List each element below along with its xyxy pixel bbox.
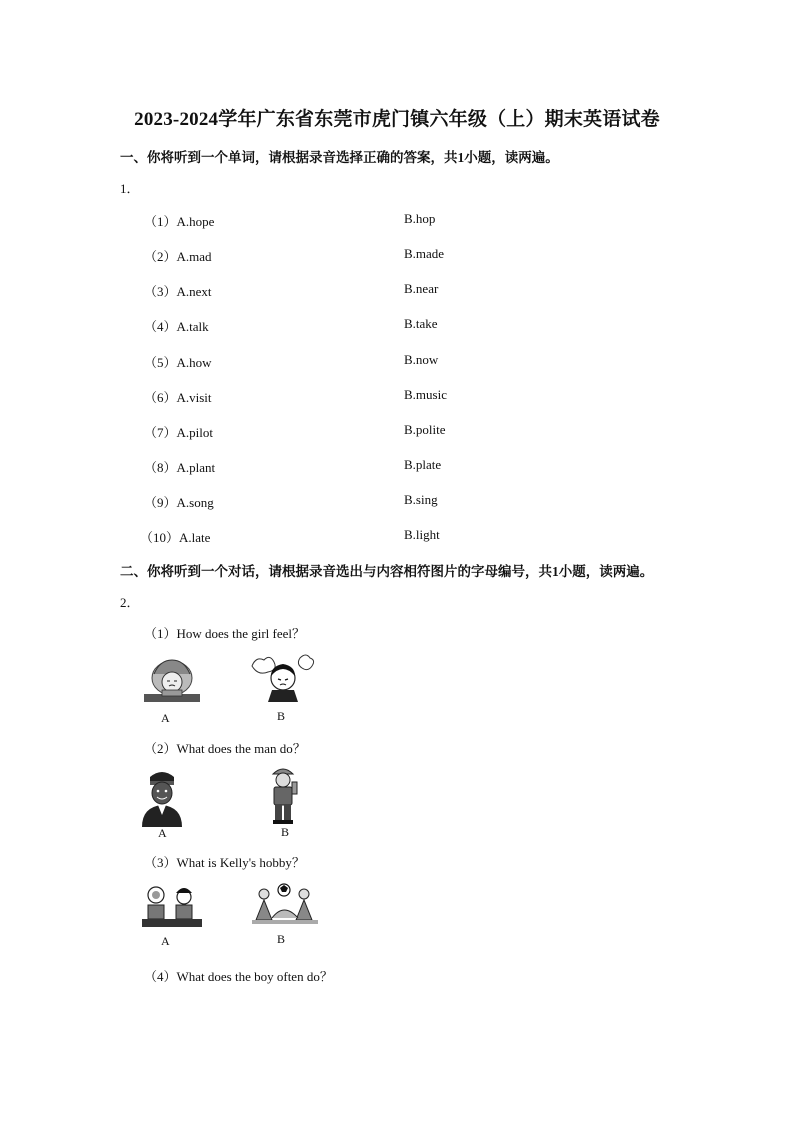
option-row [144, 492, 644, 510]
option-row [144, 211, 644, 229]
option-a: （3）A.next [144, 284, 212, 299]
option-a: （10）A.late [140, 530, 211, 545]
sub-question: （1）How does the girl feel？ [144, 626, 306, 641]
page-title: 2023-2024学年广东省东莞市虎门镇六年级（上）期末英语试卷 [134, 109, 660, 130]
option-b: B.take [404, 316, 438, 331]
question-2-number: 2． [120, 595, 140, 610]
kids-playing-football-image [250, 880, 320, 926]
angry-girl-image [250, 652, 318, 702]
sub-question: （2）What does the man do？ [144, 741, 306, 756]
option-b: B.now [404, 352, 439, 367]
option-row [144, 457, 644, 475]
option-b: B.hop [404, 211, 436, 226]
option-b: B.plate [404, 457, 442, 472]
picture-label-b: B [281, 825, 290, 839]
picture-option-b [265, 764, 301, 826]
picture-option-b [250, 652, 318, 702]
option-row [144, 316, 644, 334]
option-row [144, 246, 644, 264]
option-b: B.light [404, 527, 440, 542]
option-row [144, 352, 644, 370]
picture-option-b [250, 880, 320, 926]
option-row [144, 387, 644, 405]
option-a: （6）A.visit [144, 390, 212, 405]
worker-image [265, 764, 301, 826]
section-1-heading: 一、你将听到一个单词，请根据录音选择正确的答案，共1小题，读两遍。 [120, 150, 559, 165]
option-a: （5）A.how [144, 355, 212, 370]
option-a: （7）A.pilot [144, 425, 213, 440]
option-b: B.sing [404, 492, 438, 507]
option-row [144, 281, 644, 299]
option-b: B.near [404, 281, 439, 296]
option-a: （2）A.mad [144, 249, 212, 264]
option-row [140, 527, 644, 545]
option-a: （9）A.song [144, 495, 214, 510]
picture-label-a: A [158, 826, 167, 840]
question-1-number: 1． [120, 181, 140, 196]
picture-label-a: A [161, 934, 170, 948]
section-2-heading: 二、你将听到一个对话，请根据录音选出与内容相符图片的字母编号，共1小题，读两遍。 [120, 564, 654, 579]
option-a: （4）A.talk [144, 319, 209, 334]
picture-option-a [140, 767, 184, 827]
picture-label-b: B [277, 709, 286, 723]
option-b: B.music [404, 387, 447, 402]
sub-question: （4）What does the boy often do？ [144, 969, 333, 984]
picture-label-b: B [277, 932, 286, 946]
option-a: （1）A.hope [144, 214, 215, 229]
pilot-image [140, 767, 184, 827]
picture-label-a: A [161, 711, 170, 725]
tired-girl-image [140, 654, 204, 706]
option-row [144, 422, 644, 440]
option-b: B.made [404, 246, 445, 261]
option-b: B.polite [404, 422, 446, 437]
picture-option-a [140, 654, 204, 706]
option-a: （8）A.plant [144, 460, 216, 475]
sub-question: （3）What is Kelly's hobby？ [144, 855, 305, 870]
kids-reading-image [140, 883, 204, 929]
picture-option-a [140, 883, 204, 929]
